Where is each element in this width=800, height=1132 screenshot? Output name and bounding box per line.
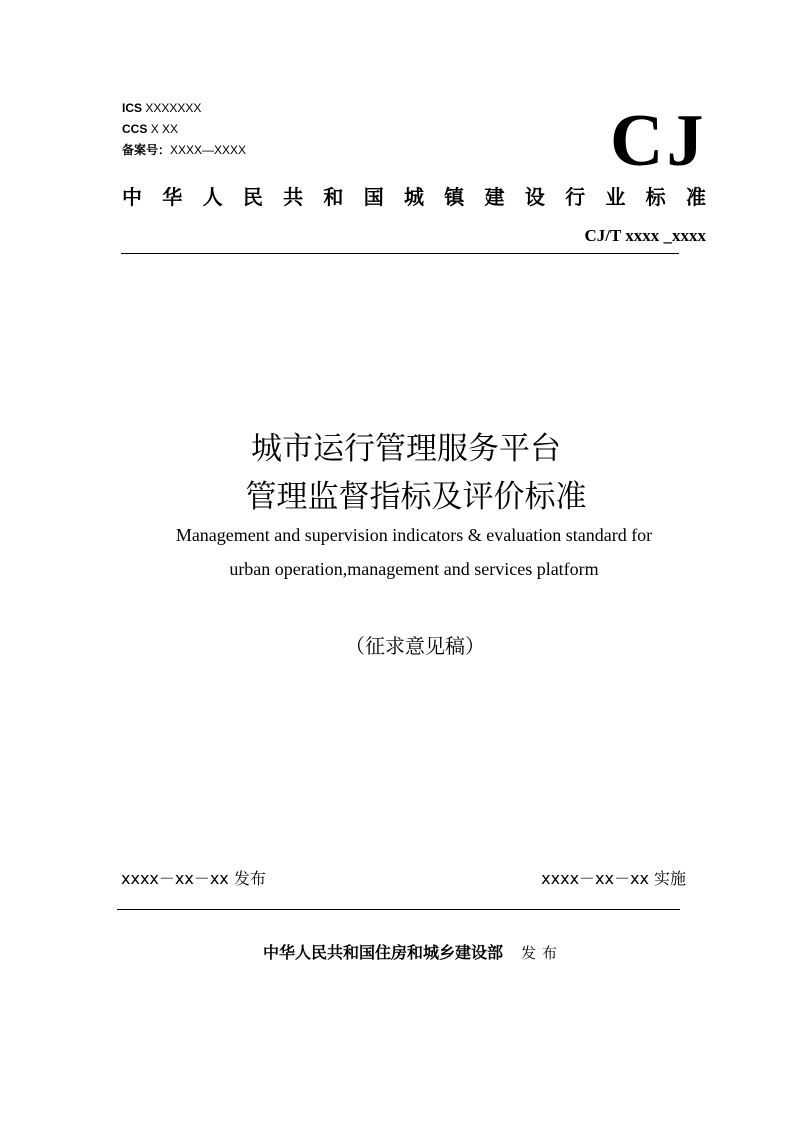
- category-title-char: 城: [403, 185, 424, 209]
- title-en-line-1: Management and supervision indicators & evaluation standard for: [175, 525, 653, 545]
- cj-logo: CJ: [610, 100, 707, 182]
- record-number: [122, 143, 246, 157]
- ccs-label: CCS: [122, 122, 148, 136]
- ccs-value: X XX: [150, 122, 179, 136]
- record-label: 备案号：: [122, 143, 171, 157]
- category-title-char: 镇: [444, 185, 465, 209]
- category-title-char: 中: [122, 185, 142, 209]
- title-zh-line-2: 管理监督指标及评价标准: [245, 479, 587, 515]
- record-value: XXXX—XXXX: [170, 143, 247, 157]
- ccs-code: [122, 122, 178, 136]
- implement-date: xxxx－xx－xx 实施: [541, 869, 686, 888]
- ics-value: XXXXXXX: [145, 101, 202, 115]
- title-zh-line-1: 城市运行管理服务平台: [251, 431, 561, 467]
- category-title-char: 设: [524, 185, 545, 209]
- standard-category-title: [122, 185, 706, 209]
- category-title-char: 共: [283, 185, 304, 209]
- category-title-char: 行: [565, 185, 586, 209]
- title-en-line-2: urban operation,management and services platform: [229, 559, 599, 579]
- issuer-org: 中华人民共和国住房和城乡建设部: [262, 943, 503, 962]
- category-title-char: 和: [323, 185, 344, 209]
- category-title-char: 国: [363, 185, 384, 209]
- footer-divider: [117, 909, 680, 910]
- category-title-char: 华: [162, 185, 183, 209]
- draft-status: （征求意见稿）: [345, 634, 485, 658]
- issuer-action: 发布: [521, 944, 564, 962]
- category-title-char: 标: [645, 185, 666, 209]
- category-title-char: 民: [242, 185, 263, 209]
- category-title-char: 准: [685, 185, 706, 209]
- ics-label: ICS: [122, 101, 143, 115]
- header-divider: [121, 253, 679, 254]
- category-title-char: 建: [484, 185, 505, 209]
- category-title-char: 人: [202, 185, 223, 209]
- ics-code: [122, 101, 201, 115]
- standard-number: CJ/T xxxx _xxxx: [584, 226, 706, 245]
- category-title-char: 业: [605, 185, 626, 209]
- issuer-line: [0, 942, 800, 964]
- issue-date: xxxx－xx－xx 发布: [121, 869, 266, 888]
